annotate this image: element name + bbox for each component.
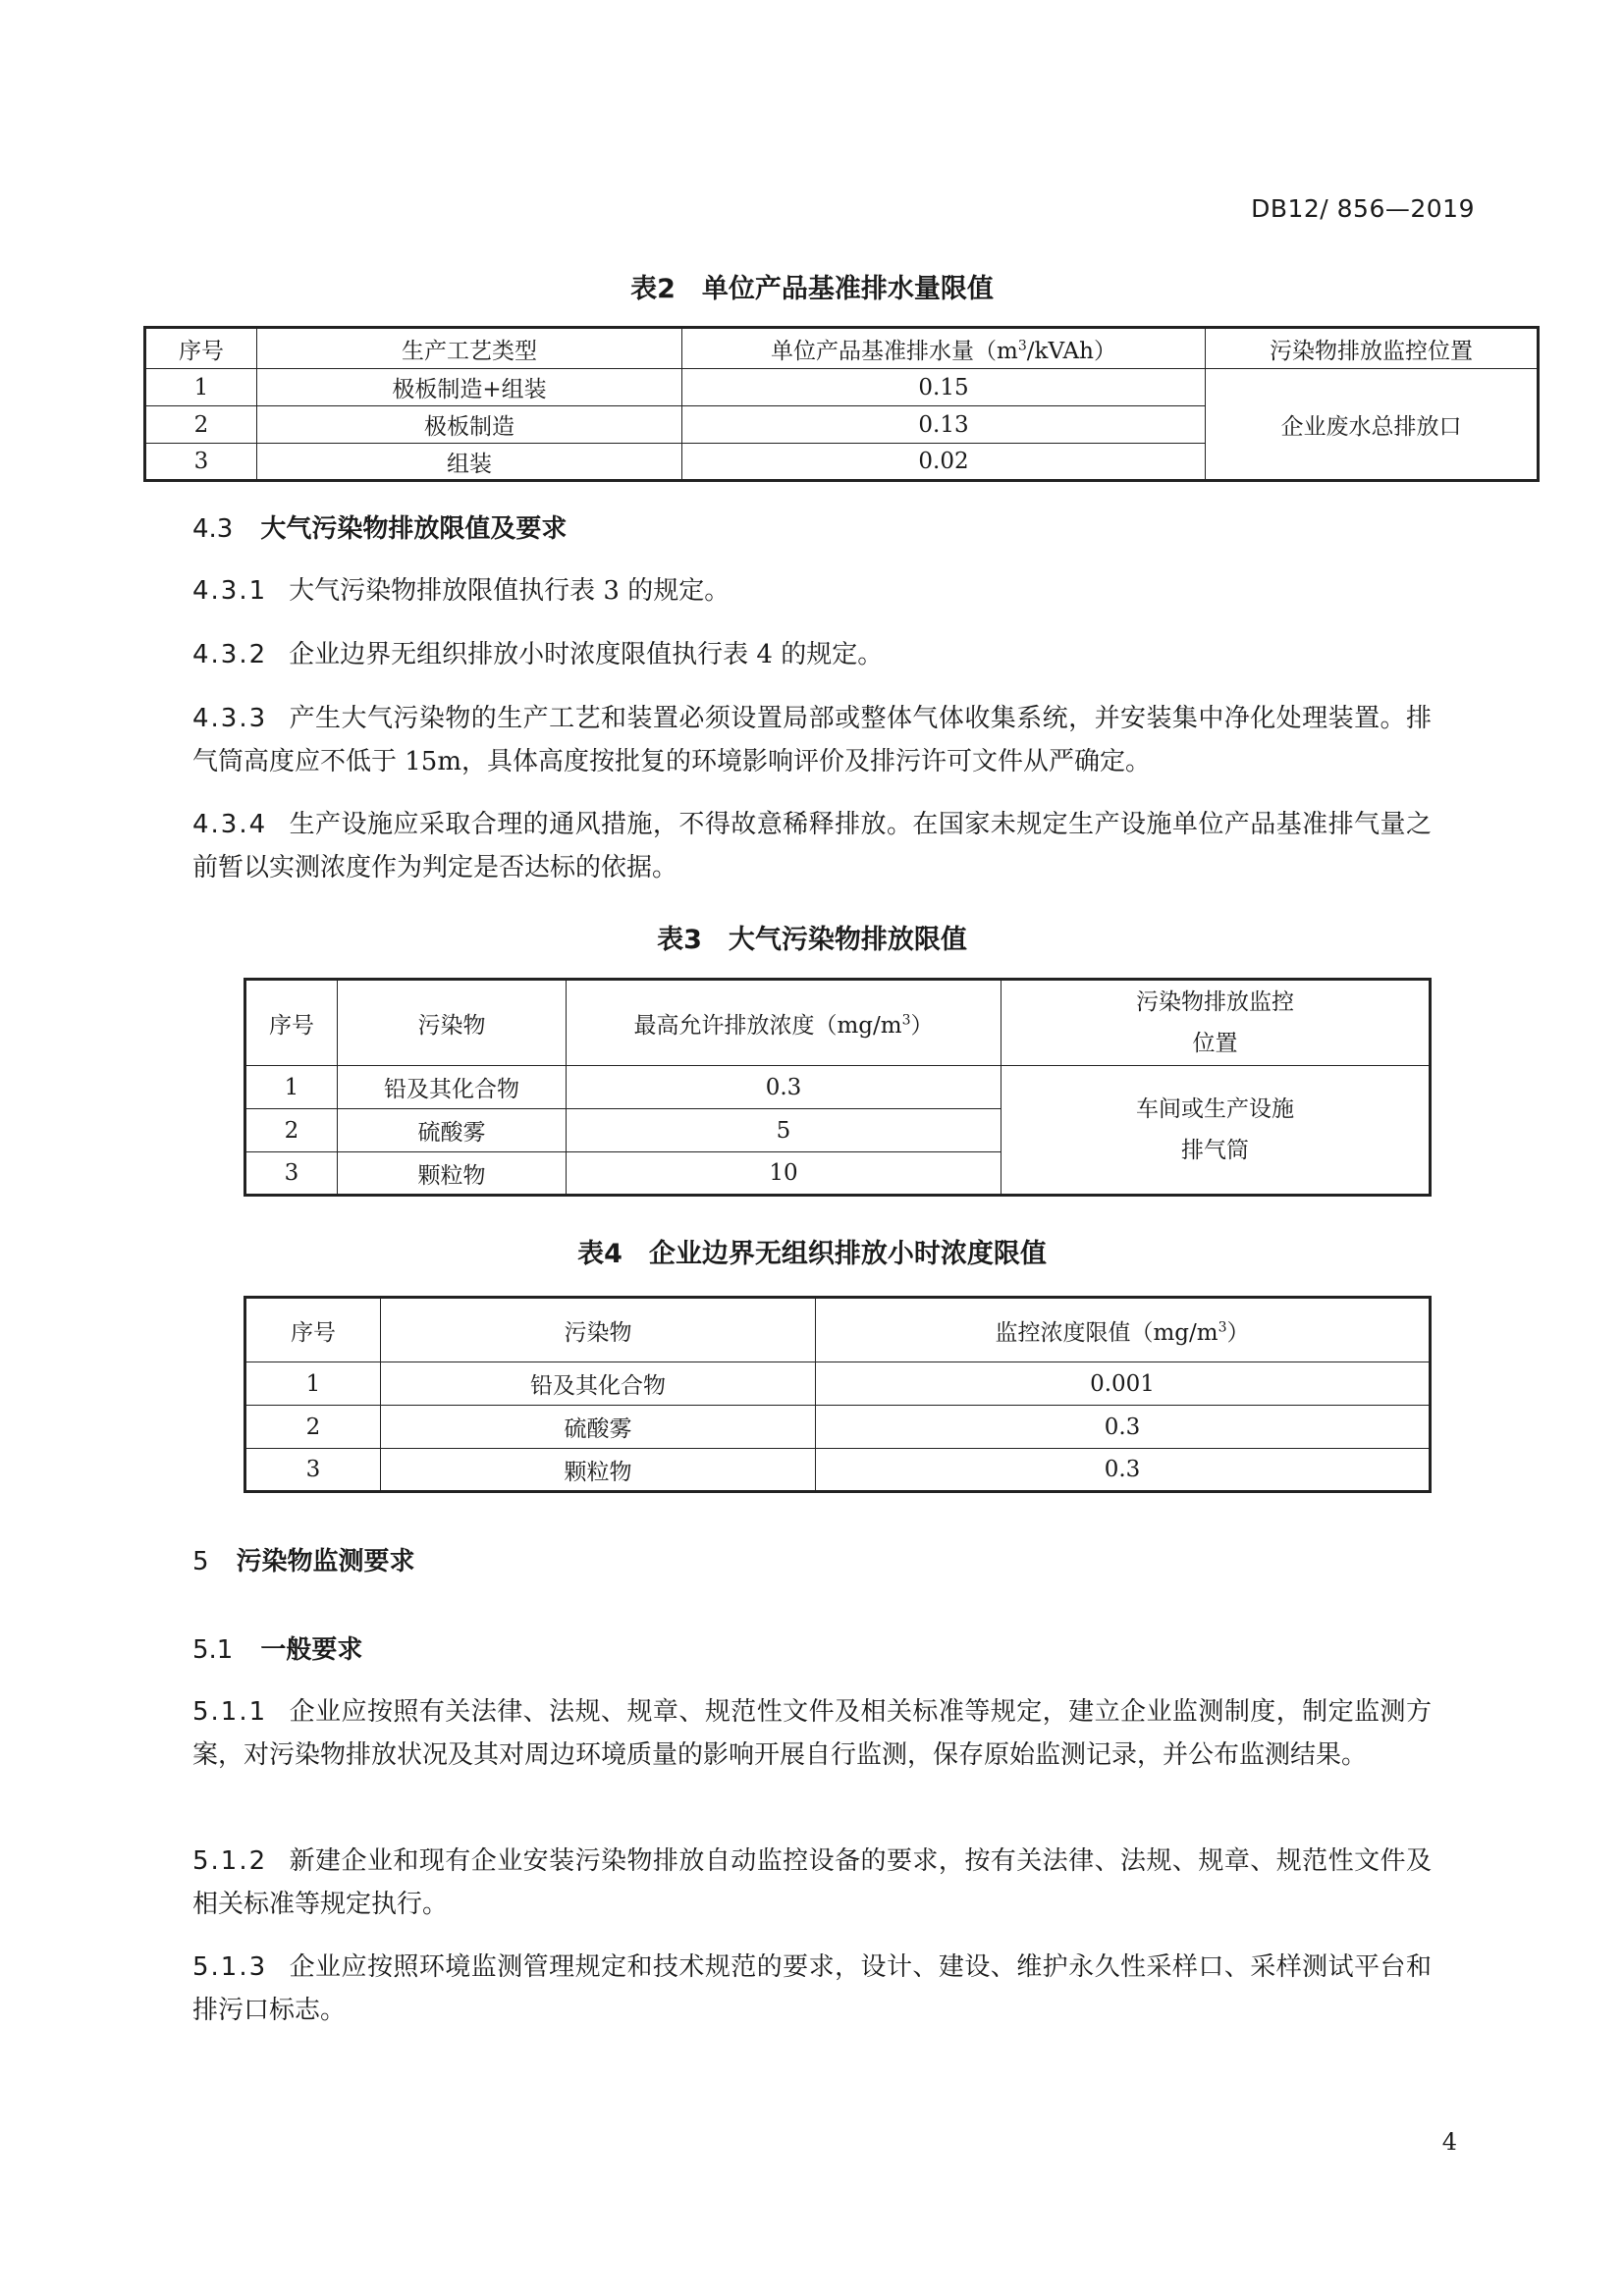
table-cell: 1	[245, 1066, 338, 1109]
clause-5-1-1: 5.1.1 企业应按照有关法律、法规、规章、规范性文件及相关标准等规定，建立企业监测制度，制定监测方案，对污染物排放状况及其对周边环境质量的影响开展自行监测，保存原始监测记录，并公布监测结果。	[192, 1697, 1432, 1770]
table-cell: 0.13	[682, 406, 1206, 444]
table-cell: 0.001	[816, 1362, 1431, 1406]
table-header-row	[145, 328, 1539, 369]
table-cell: 0.3	[816, 1449, 1431, 1492]
table-cell: 颗粒物	[381, 1449, 816, 1492]
table-cell: 颗粒物	[338, 1152, 567, 1196]
table-header-row	[245, 1298, 1431, 1362]
table-row	[145, 369, 1539, 406]
table2	[143, 326, 1540, 482]
header-cell: 序号	[145, 328, 257, 369]
header-cell: 序号	[245, 1298, 381, 1362]
section-heading-5: 5 污染物监测要求	[192, 1547, 415, 1576]
monitoring-location-cell: 企业废水总排放口	[1206, 369, 1539, 481]
header-cell: 监控浓度限值$(mg/m^3)$	[816, 1298, 1431, 1362]
section-heading-5-1: 5.1 一般要求	[192, 1635, 363, 1665]
table-cell: 硫酸雾	[381, 1406, 816, 1449]
table-cell: 1	[245, 1362, 381, 1406]
clause-4-3-2: 4.3.2 企业边界无组织排放小时浓度限值执行表 4 的规定。	[192, 640, 884, 669]
table-cell: 5	[567, 1109, 1001, 1152]
header-cell: 污染物	[381, 1298, 816, 1362]
table4-caption: 表4 企业边界无组织排放小时浓度限值	[577, 1239, 1047, 1269]
table-cell: 0.3	[567, 1066, 1001, 1109]
table-cell: 铅及其化合物	[381, 1362, 816, 1406]
header-cell: 生产工艺类型	[257, 328, 682, 369]
clause-4-3-3: 4.3.3 产生大气污染物的生产工艺和装置必须设置局部或整体气体收集系统，并安装集中净化处理装置。排气筒高度应不低于 15m，具体高度按批复的环境影响评价及排污许可文件从严确定。	[192, 704, 1432, 776]
header-cell: 污染物排放监控 位置	[1001, 980, 1431, 1066]
table-cell: 2	[245, 1109, 338, 1152]
header-cell: 污染物	[338, 980, 567, 1066]
clause-5-1-2: 5.1.2 新建企业和现有企业安装污染物排放自动监控设备的要求，按有关法律、法规、规章、规范性文件及相关标准等规定执行。	[192, 1846, 1432, 1919]
table-cell: 0.3	[816, 1406, 1431, 1449]
table-cell: 0.15	[682, 369, 1206, 406]
clause-4-3-1: 4.3.1 大气污染物排放限值执行表 3 的规定。	[192, 576, 731, 606]
table-cell: 极板制造	[257, 406, 682, 444]
header-cell: 最高允许排放浓度$(mg/m^3)$	[567, 980, 1001, 1066]
header-cell: 序号	[245, 980, 338, 1066]
table4	[244, 1296, 1432, 1493]
table3	[244, 978, 1432, 1197]
clause-4-3-4: 4.3.4 生产设施应采取合理的通风措施，不得故意稀释排放。在国家未规定生产设施单位产品基准排气量之前暂以实测浓度作为判定是否达标的依据。	[192, 810, 1432, 882]
table-cell: 极板制造+组装	[257, 369, 682, 406]
table-row	[245, 1362, 1431, 1406]
table-row	[245, 1449, 1431, 1492]
section-heading-4-3: 4.3 大气污染物排放限值及要求	[192, 514, 568, 544]
table-cell: 2	[245, 1406, 381, 1449]
table-cell: 10	[567, 1152, 1001, 1196]
table-row	[245, 1406, 1431, 1449]
table-cell: 3	[245, 1152, 338, 1196]
clause-5-1-3: 5.1.3 企业应按照环境监测管理规定和技术规范的要求，设计、建设、维护永久性采样口、采样测试平台和排污口标志。	[192, 1952, 1432, 2025]
table-cell: 铅及其化合物	[338, 1066, 567, 1109]
document-code: DB12/ 856—2019	[1251, 194, 1475, 223]
table3-caption: 表3 大气污染物排放限值	[657, 925, 967, 955]
table-cell: 组装	[257, 444, 682, 481]
table-row	[245, 1066, 1431, 1109]
header-cell: 单位产品基准排水量$(m^3/kVAh)$	[682, 328, 1206, 369]
table2-caption: 表2 单位产品基准排水量限值	[630, 274, 994, 304]
table-cell: 0.02	[682, 444, 1206, 481]
table-header-row	[245, 980, 1431, 1066]
table-cell: 1	[145, 369, 257, 406]
table-cell: 硫酸雾	[338, 1109, 567, 1152]
header-cell: 污染物排放监控位置	[1206, 328, 1539, 369]
table-cell: 2	[145, 406, 257, 444]
monitoring-location-cell: 车间或生产设施 排气筒	[1001, 1066, 1431, 1196]
table-cell: 3	[245, 1449, 381, 1492]
table-cell: 3	[145, 444, 257, 481]
page-number: 4	[1441, 2128, 1457, 2156]
